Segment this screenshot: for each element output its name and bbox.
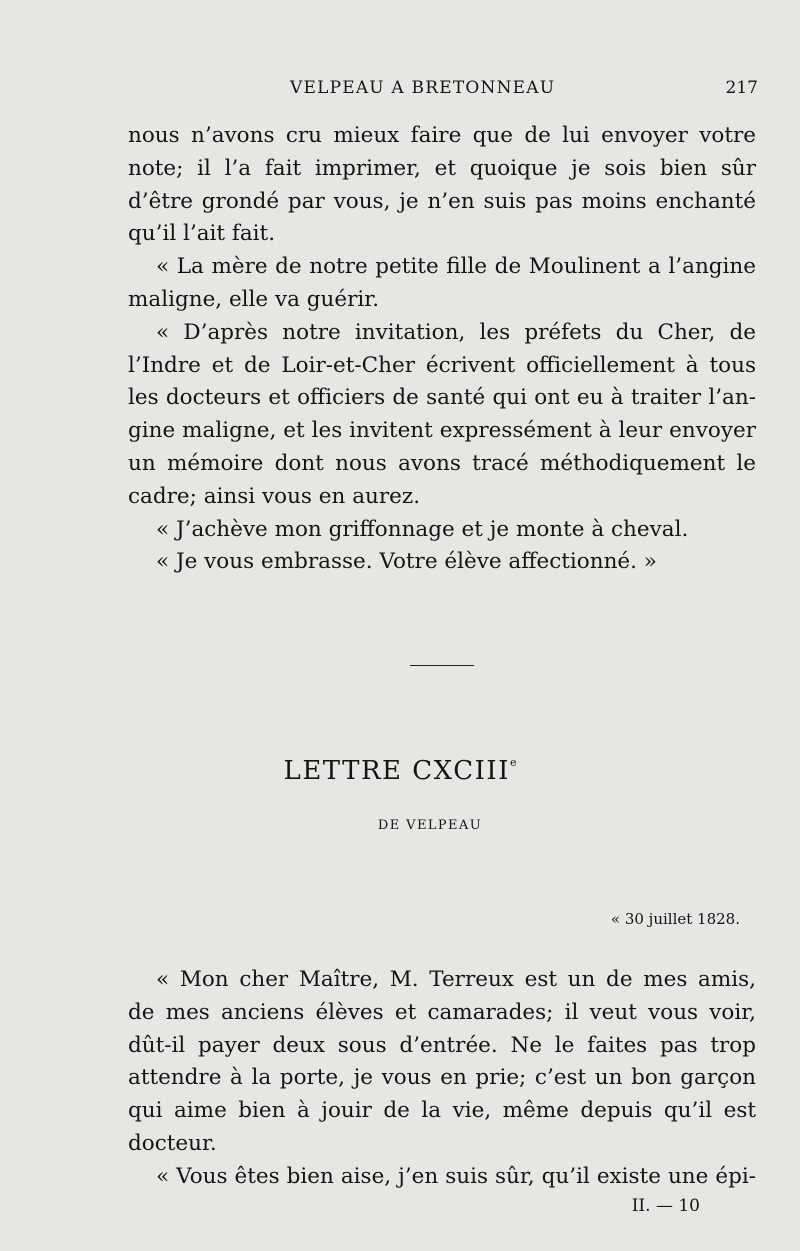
running-title: VELPEAU A BRETONNEAU: [290, 78, 556, 98]
text-line: dût-il payer deux sous d’entrée. Ne le faites pas trop: [128, 1032, 756, 1058]
letter-number: LETTRE CXCIII: [283, 756, 510, 786]
text-line: qu’il l’ait fait.: [128, 221, 276, 247]
letter-author: DE VELPEAU: [377, 818, 483, 833]
printer-signature: II. — 10: [631, 1196, 700, 1216]
text-line: un mémoire dont nous avons tracé méthodiquement le: [128, 450, 756, 476]
text-line: l’Indre et de Loir-et-Cher écrivent officiellement à tous: [128, 352, 756, 378]
text-line: les docteurs et officiers de santé qui ont eu à traiter l’an-: [128, 385, 756, 411]
letter-date: « 30 juillet 1828.: [610, 910, 740, 928]
text-line: de mes anciens élèves et camarades; il veut vous voir,: [128, 999, 756, 1025]
text-line: docteur.: [128, 1130, 217, 1156]
text-line: « Vous êtes bien aise, j’en suis sûr, qu’il existe une épi-: [156, 1163, 756, 1189]
letter-title: [0, 756, 800, 786]
text-line: gine maligne, et les invitent expressément à leur envoyer: [128, 418, 756, 444]
text-line: cadre; ainsi vous en aurez.: [128, 483, 421, 509]
page-number: 217: [725, 78, 758, 98]
letter-body: [128, 964, 756, 1194]
text-line: « La mère de notre petite fille de Moulinent a l’angine: [156, 254, 756, 280]
section-divider: [410, 665, 474, 666]
text-line: « D’après notre invitation, les préfets du Cher, de: [156, 319, 756, 345]
text-line: nous n’avons cru mieux faire que de lui envoyer votre: [128, 123, 756, 148]
text-line: attendre à la porte, je vous en prie; c’est un bon garçon: [128, 1065, 756, 1091]
text-line: « Je vous embrasse. Votre élève affectionné. »: [156, 549, 657, 575]
text-line: note; il l’a fait imprimer, et quoique je sois bien sûr: [128, 155, 756, 181]
text-line: qui aime bien à jouir de la vie, même depuis qu’il est: [128, 1098, 756, 1124]
page-header: [290, 78, 758, 104]
ordinal-suffix: e: [509, 756, 517, 769]
text-line: d’être grondé par vous, je n’en suis pas moins enchanté: [128, 188, 756, 214]
text-line: « J’achève mon griffonnage et je monte à cheval.: [156, 516, 689, 542]
text-line: « Mon cher Maître, M. Terreux est un de mes amis,: [156, 967, 756, 992]
text-line: maligne, elle va guérir.: [128, 286, 380, 312]
letter-continuation: [128, 120, 756, 579]
